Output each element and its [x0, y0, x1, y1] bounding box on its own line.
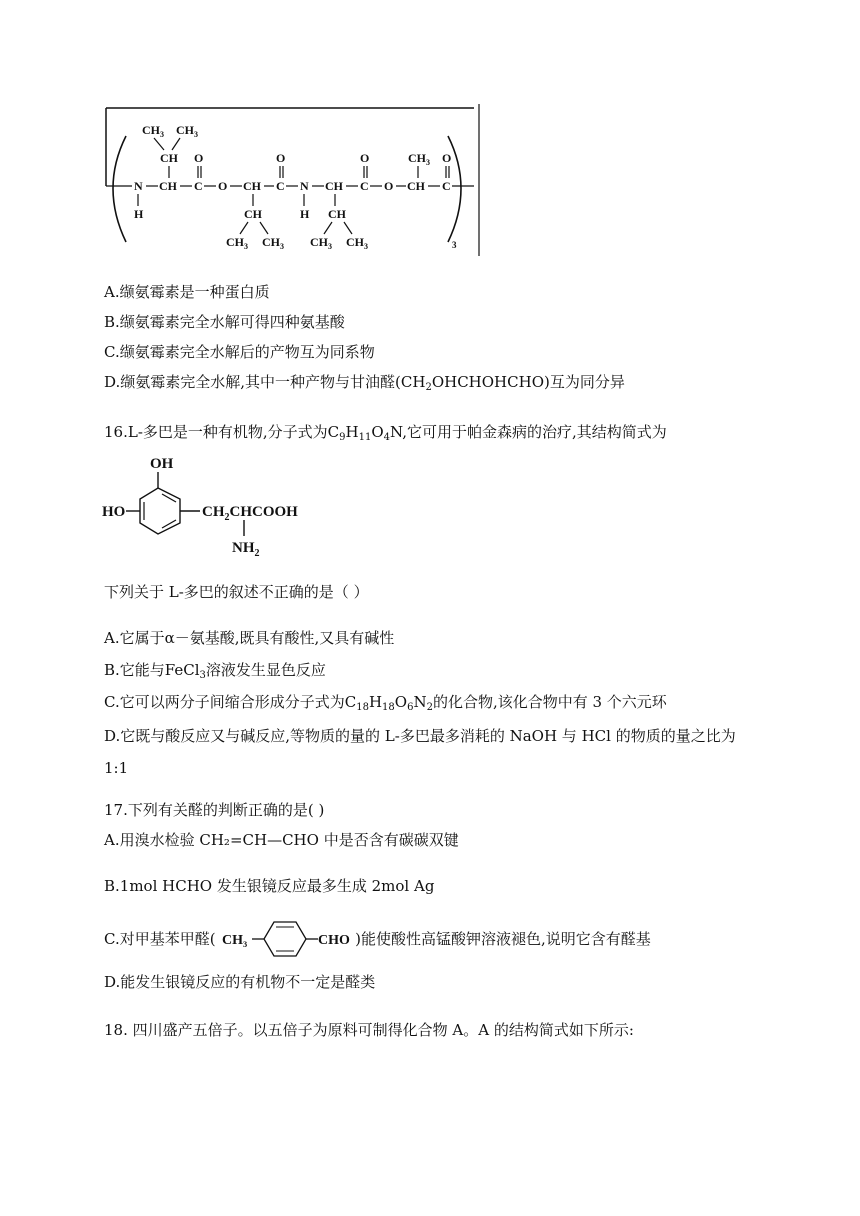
l-dopa-structure [100, 448, 320, 560]
q16-stem: 16.L-多巴是一种有机物,分子式为$C_9H_{11}O_4N$,它可用于帕金森病的治疗,其结构简式为 [104, 423, 667, 443]
svg-text:CH3: $CH_3$ [310, 235, 332, 251]
q17-option-b: B.1mol HCHO 发生银镜反应最多生成 2mol Ag [104, 877, 435, 895]
svg-text:N: N [300, 179, 309, 193]
p-methylbenzaldehyde-structure [220, 914, 356, 962]
svg-text:H: H [134, 207, 144, 221]
svg-text:CH: CH [159, 179, 177, 193]
svg-text:N: N [134, 179, 143, 193]
svg-text:O: O [218, 179, 228, 193]
svg-text:C: C [442, 179, 451, 193]
q16-option-b: B.它能与FeCl$_3$溶液发生显色反应 [104, 661, 326, 681]
svg-text:CH: CH [407, 179, 425, 193]
svg-text:CH3: $CH_3$ [176, 123, 198, 139]
svg-text:O: O [276, 151, 286, 165]
q15-option-b: B.缬氨霉素完全水解可得四种氨基酸 [104, 313, 345, 331]
q17-option-d: D.能发生银镜反应的有机物不一定是醛类 [104, 973, 376, 991]
svg-text:CH3: $CH_3$ [346, 235, 368, 251]
svg-text:CH3: $CH_3$ [408, 151, 430, 167]
svg-text:CH3: $CH_3$ [226, 235, 248, 251]
svg-text:C: C [360, 179, 369, 193]
q16-option-d-line1: D.它既与酸反应又与碱反应,等物质的量的 L-多巴最多消耗的 NaOH 与 HCl 的物质的量之比为 [104, 727, 736, 745]
q15-option-d: D.缬氨霉素完全水解,其中一种产物与甘油醛$(CH_2OHCHOHCHO)$互为同分异 [104, 373, 625, 393]
svg-text:CH2CHCOOH: $CH_2CHCOOH$ [202, 504, 298, 523]
svg-text:CH: CH [328, 207, 346, 221]
q16-option-d-line2: 1:1 [104, 759, 129, 777]
svg-text:O: O [360, 151, 370, 165]
q17-option-a: A.用溴水检验 CH₂=CH—CHO 中是否含有碳碳双键 [104, 831, 459, 849]
svg-text:CH: CH [243, 179, 261, 193]
svg-text:NH2: $NH_2$ [232, 540, 260, 559]
q16-option-c: C.它可以两分子间缩合形成分子式为$C_{18}H_{18}O_6N_2$的化合物,该化合物中有 3 个六元环 [104, 693, 667, 713]
svg-text:CH3: $CH_3$ [262, 235, 284, 251]
svg-text:H: H [300, 207, 310, 221]
q17-option-c: C.对甲基苯甲醛( )能使酸性高锰酸钾溶液褪色,说明它含有醛基 [104, 930, 651, 948]
methyl-label: CH [142, 123, 160, 137]
svg-text:CH3: $CH_3$ [142, 123, 164, 139]
q15-option-c: C.缬氨霉素完全水解后的产物互为同系物 [104, 343, 375, 361]
svg-text:CH: CH [160, 151, 178, 165]
svg-text:O: O [442, 151, 452, 165]
q17-stem: 17.下列有关醛的判断正确的是( ) [104, 801, 325, 819]
q16-option-a: A.它属于α－氨基酸,既具有酸性,又具有碱性 [104, 629, 395, 647]
repeat-count: 3 [452, 240, 457, 250]
svg-text:C: C [194, 179, 203, 193]
q16-question: 下列关于 L-多巴的叙述不正确的是（ ） [104, 583, 369, 601]
svg-text:O: O [194, 151, 204, 165]
q18-stem: 18. 四川盛产五倍子。以五倍子为原料可制得化合物 A。A 的结构简式如下所示: [104, 1021, 634, 1039]
valinomycin-structure [96, 100, 496, 260]
q15-option-a: A.缬氨霉素是一种蛋白质 [104, 283, 270, 301]
svg-text:CHO: CHO [318, 933, 350, 948]
svg-text:CH: CH [325, 179, 343, 193]
svg-text:O: O [384, 179, 394, 193]
svg-text:C: C [276, 179, 285, 193]
svg-text:HO: HO [102, 504, 126, 520]
svg-text:OH: OH [150, 456, 174, 472]
svg-text:CH: CH [244, 207, 262, 221]
svg-text:CH₃: CH₃ [222, 933, 248, 948]
